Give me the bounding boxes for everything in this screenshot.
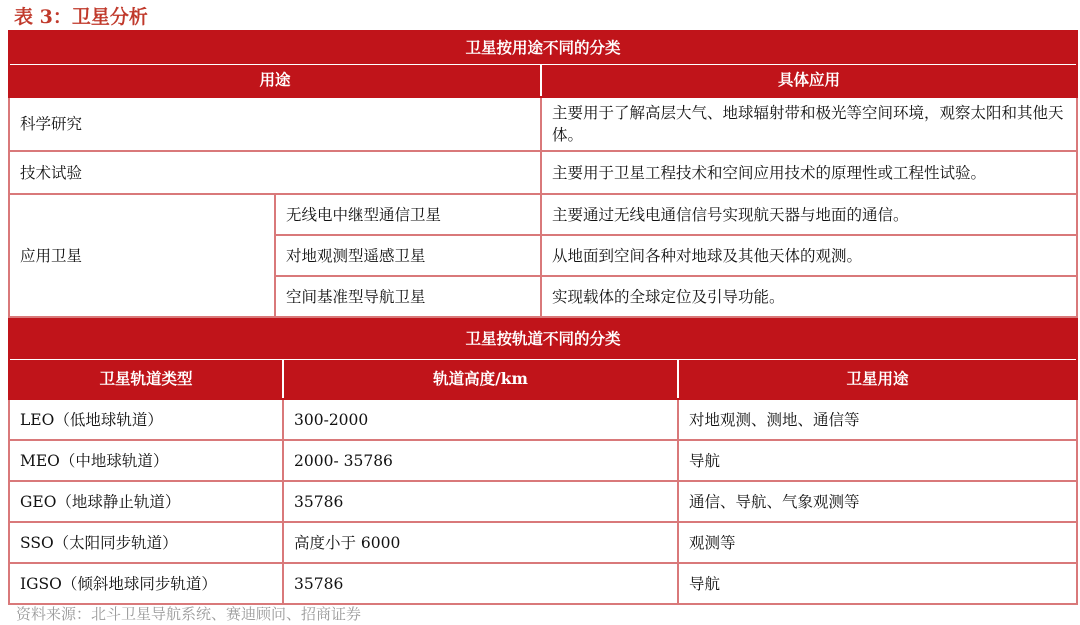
table-row xyxy=(9,481,1077,522)
header-orbit-type: 卫星轨道类型 xyxy=(9,359,283,399)
altitude-cell: 2000- 35786 xyxy=(283,440,678,481)
table-row xyxy=(9,440,1077,481)
orbit-table-title: 卫星按轨道不同的分类 xyxy=(9,319,1077,359)
orbit-type-cell: MEO（中地球轨道） xyxy=(9,440,283,481)
table-row xyxy=(9,522,1077,563)
altitude-cell: 35786 xyxy=(283,563,678,604)
orbit-type-cell: GEO（地球静止轨道） xyxy=(9,481,283,522)
altitude-cell: 35786 xyxy=(283,481,678,522)
header-application: 具体应用 xyxy=(541,64,1077,97)
satellite-use-cell: 观测等 xyxy=(678,522,1077,563)
satellite-use-table xyxy=(8,30,1078,318)
altitude-cell: 300-2000 xyxy=(283,399,678,440)
header-altitude: 轨道高度/km xyxy=(283,359,678,399)
header-satellite-use: 卫星用途 xyxy=(678,359,1077,399)
orbit-type-cell: IGSO（倾斜地球同步轨道） xyxy=(9,563,283,604)
satellite-use-cell: 导航 xyxy=(678,440,1077,481)
table-row xyxy=(9,97,1077,151)
application-cell: 从地面到空间各种对地球及其他天体的观测。 xyxy=(541,235,1077,276)
satellite-use-cell: 通信、导航、气象观测等 xyxy=(678,481,1077,522)
application-cell: 主要用于卫星工程技术和空间应用技术的原理性或工程性试验。 xyxy=(541,151,1077,194)
orbit-type-cell: SSO（太阳同步轨道） xyxy=(9,522,283,563)
use-cell: 科学研究 xyxy=(9,97,541,151)
subtype-cell: 对地观测型遥感卫星 xyxy=(275,235,541,276)
use-cell: 应用卫星 xyxy=(9,194,275,317)
application-cell: 实现载体的全球定位及引导功能。 xyxy=(541,276,1077,317)
altitude-cell: 高度小于 6000 xyxy=(283,522,678,563)
use-cell: 技术试验 xyxy=(9,151,541,194)
table-row xyxy=(9,399,1077,440)
use-table-title: 卫星按用途不同的分类 xyxy=(9,31,1077,64)
source-note: 资料来源：北斗卫星导航系统、赛迪顾问、招商证券 xyxy=(16,605,362,623)
table-caption: 表 3：卫星分析 xyxy=(14,6,148,28)
table-row xyxy=(9,194,1077,235)
satellite-use-cell: 导航 xyxy=(678,563,1077,604)
application-cell: 主要通过无线电通信信号实现航天器与地面的通信。 xyxy=(541,194,1077,235)
header-use: 用途 xyxy=(9,64,541,97)
application-cell: 主要用于了解高层大气、地球辐射带和极光等空间环境，观察太阳和其他天体。 xyxy=(541,97,1077,151)
table-row xyxy=(9,151,1077,194)
subtype-cell: 空间基准型导航卫星 xyxy=(275,276,541,317)
table-row xyxy=(9,563,1077,604)
subtype-cell: 无线电中继型通信卫星 xyxy=(275,194,541,235)
satellite-use-cell: 对地观测、测地、通信等 xyxy=(678,399,1077,440)
satellite-orbit-table xyxy=(8,318,1078,605)
orbit-type-cell: LEO（低地球轨道） xyxy=(9,399,283,440)
